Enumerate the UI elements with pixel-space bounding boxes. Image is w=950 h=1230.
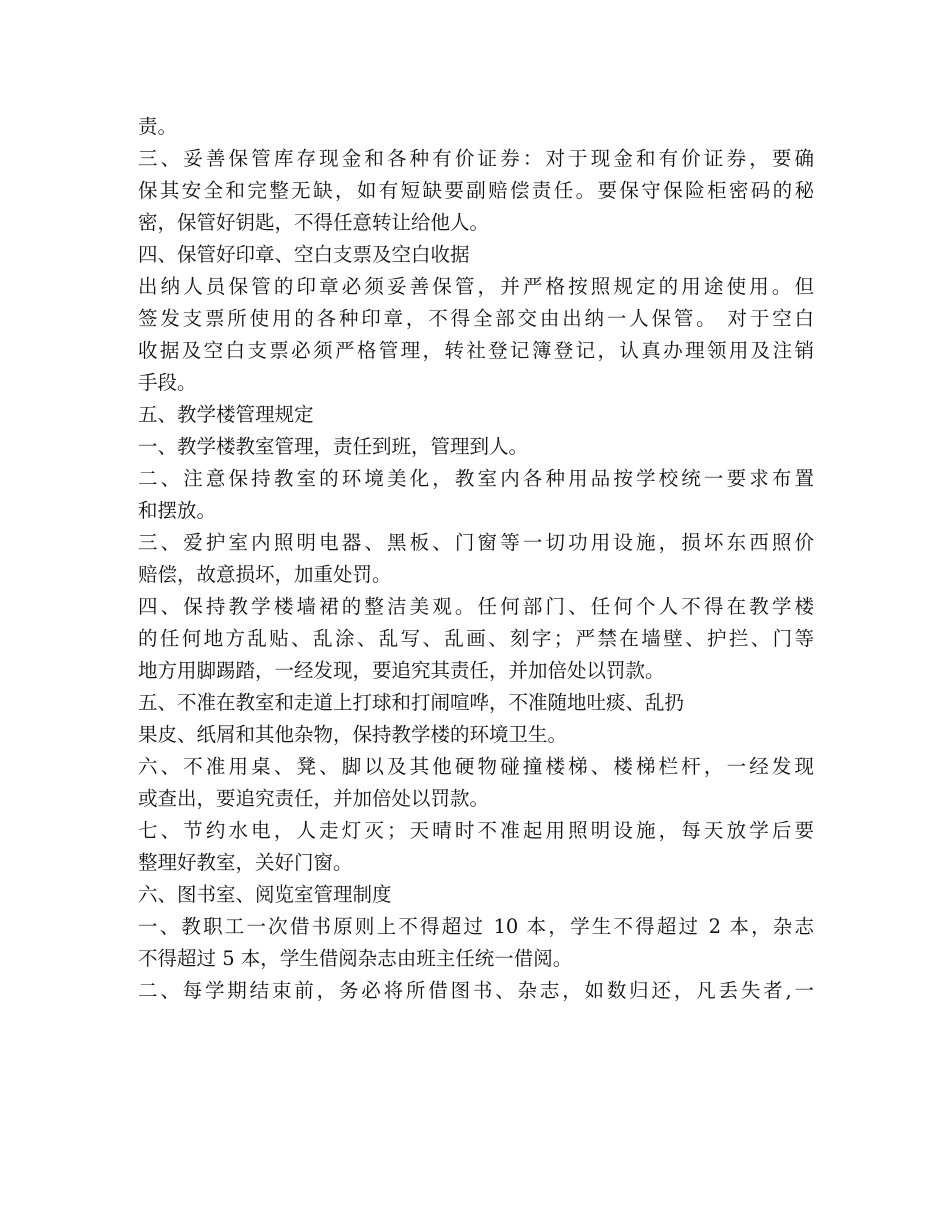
text-line: 果皮、纸屑和其他杂物，保持教学楼的环境卫生。 bbox=[138, 723, 568, 746]
text-line: 四、保持教学楼墙裙的整洁美观。任何部门、任何个人不得在教学楼 bbox=[138, 595, 814, 618]
text-line: 责。 bbox=[138, 115, 178, 138]
text-line: 三、妥善保管库存现金和各种有价证券：对于现金和有价证券，要确 bbox=[138, 147, 814, 170]
text-line: 一、教学楼教室管理，责任到班，管理到人。 bbox=[138, 435, 529, 458]
text-line: 手段。 bbox=[138, 371, 197, 394]
text-line: 五、不准在教室和走道上打球和打闹喧哗，不准随地吐痰、乱扔 bbox=[138, 691, 685, 714]
text-line: 不得超过 5 本，学生借阅杂志由班主任统一借阅。 bbox=[138, 947, 573, 970]
document-body bbox=[138, 111, 814, 1007]
text-line: 签发支票所使用的各种印章，不得全部交由出纳一人保管。 对于空白 bbox=[138, 307, 814, 330]
text-line: 出纳人员保管的印章必须妥善保管，并严格按照规定的用途使用。但 bbox=[138, 275, 814, 298]
text-line: 二、注意保持教室的环境美化，教室内各种用品按学校统一要求布置 bbox=[138, 467, 814, 490]
text-line: 密，保管好钥匙，不得任意转让给他人。 bbox=[138, 211, 490, 234]
text-line: 整理好教室，关好门窗。 bbox=[138, 851, 353, 874]
text-line: 七、节约水电，人走灯灭；天晴时不准起用照明设施，每天放学后要 bbox=[138, 819, 814, 842]
text-line: 保其安全和完整无缺，如有短缺要副赔偿责任。要保守保险柜密码的秘 bbox=[138, 179, 814, 202]
text-line: 五、教学楼管理规定 bbox=[138, 403, 314, 426]
text-line: 二、每学期结束前，务必将所借图书、杂志，如数归还，凡丢失者,一 bbox=[138, 979, 814, 1002]
text-line: 一、教职工一次借书原则上不得超过 10 本，学生不得超过 2 本，杂志 bbox=[138, 915, 814, 938]
text-line: 收据及空白支票必须严格管理，转社登记簿登记，认真办理领用及注销 bbox=[138, 339, 814, 362]
text-line: 四、保管好印章、空白支票及空白收据 bbox=[138, 243, 470, 266]
text-line: 和摆放。 bbox=[138, 499, 217, 522]
text-line: 六、不准用桌、凳、脚以及其他硬物碰撞楼梯、楼梯栏杆，一经发现 bbox=[138, 755, 814, 778]
text-line: 地方用脚踢踏，一经发现，要追究其责任，并加倍处以罚款。 bbox=[138, 659, 665, 682]
text-line: 赔偿，故意损坏，加重处罚。 bbox=[138, 563, 392, 586]
text-line: 三、爱护室内照明电器、黑板、门窗等一切功用设施，损坏东西照价 bbox=[138, 531, 814, 554]
text-line: 六、图书室、阅览室管理制度 bbox=[138, 883, 392, 906]
text-line: 的任何地方乱贴、乱涂、乱写、乱画、刻字；严禁在墙壁、护拦、门等 bbox=[138, 627, 814, 650]
text-line: 或查出，要追究责任，并加倍处以罚款。 bbox=[138, 787, 490, 810]
